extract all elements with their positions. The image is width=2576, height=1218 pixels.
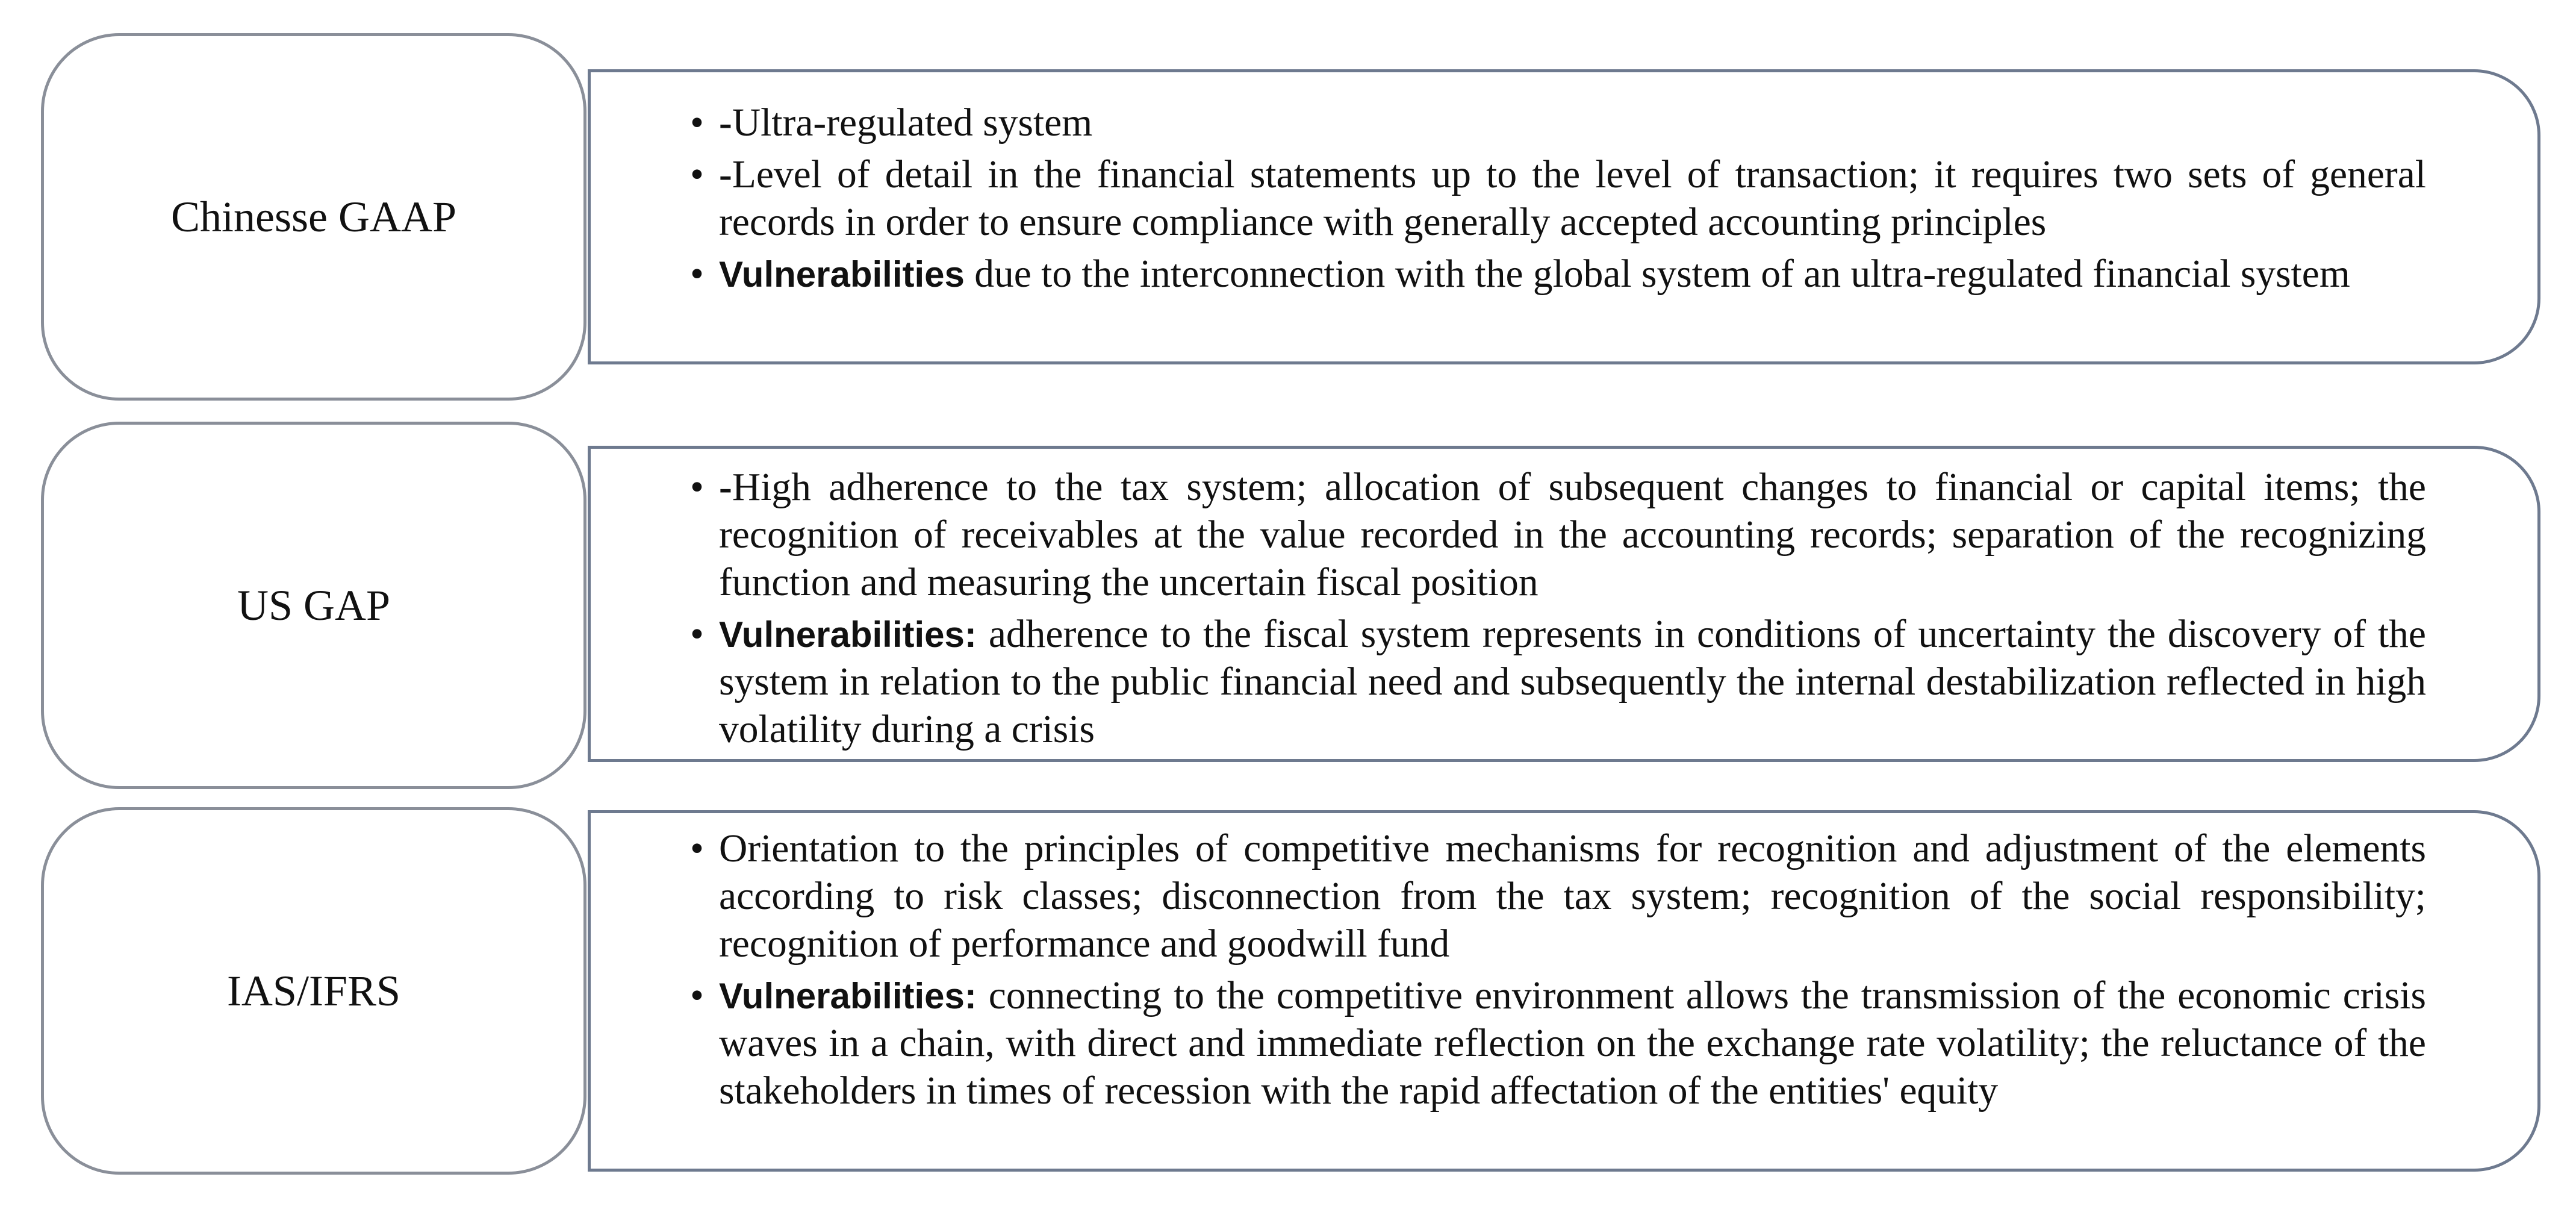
bullet-text: connecting to the competitive environment allows the transmission of the economic crisis waves in a chain, with direct and immediate reflection on the exchange rate volatility; the reluctance of the stakeholders in times of recession with the rapid affectation of the entities' equity <box>719 974 2426 1113</box>
bullet-lead: - <box>719 153 732 196</box>
bullet-lead: Vulnerabilities: <box>719 614 977 655</box>
bullet-item <box>690 611 2426 754</box>
bullet-lead: - <box>719 101 732 145</box>
bullet-list <box>690 99 2426 302</box>
bullet-text: due to the interconnection with the global system of an ultra-regulated financial system <box>964 252 2350 296</box>
bullet-item <box>690 251 2426 298</box>
bullet-list <box>690 464 2426 758</box>
bullet-lead: Vulnerabilities: <box>719 976 977 1016</box>
bullet-dot: • <box>690 101 704 145</box>
bullet-dot: • <box>690 613 704 656</box>
label-box-chinese-gaap <box>41 33 586 401</box>
bullet-dot: • <box>690 252 704 296</box>
detail-box-us-gap <box>588 446 2540 762</box>
bullet-dot: • <box>690 827 704 870</box>
bullet-text: Level of detail in the financial statements up to the level of transaction; it requires two sets of general records in order to ensure compliance with generally accepted accounting principles <box>719 153 2426 244</box>
bullet-dot: • <box>690 974 704 1017</box>
label-ias-ifrs: IAS/IFRS <box>226 967 401 1015</box>
bullet-text: Ultra-regulated system <box>732 101 1093 145</box>
bullet-text: High adherence to the tax system; allocation of subsequent changes to financial or capital items; the recognition of receivables at the value recorded in the accounting records; separation of the recognizing function and measuring the uncertain fiscal position <box>719 466 2426 604</box>
bullet-item <box>690 99 2426 147</box>
bullet-item <box>690 464 2426 607</box>
bullet-item <box>690 151 2426 246</box>
label-chinese-gaap: Chinesse GAAP <box>170 193 456 241</box>
bullet-list <box>690 825 2426 1119</box>
detail-box-ias-ifrs <box>588 810 2540 1172</box>
label-us-gap: US GAP <box>237 581 391 629</box>
bullet-text: Orientation to the principles of competitive mechanisms for recognition and adjustment of the elements according to risk classes; disconnection from the tax system; recognition of the social responsibility; recognition of performance and goodwill fund <box>719 827 2426 966</box>
bullet-text: adherence to the fiscal system represents in conditions of uncertainty the discovery of the system in relation to the public financial need and subsequently the internal destabilization reflected in high volatility during a crisis <box>719 613 2426 751</box>
label-box-ias-ifrs <box>41 807 586 1175</box>
bullet-dot: • <box>690 153 704 196</box>
bullet-lead: - <box>719 466 732 509</box>
bullet-dot: • <box>690 466 704 509</box>
bullet-item <box>690 972 2426 1115</box>
bullet-lead: Vulnerabilities <box>719 254 965 295</box>
label-box-us-gap <box>41 422 586 789</box>
bullet-item <box>690 825 2426 968</box>
detail-box-chinese-gaap <box>588 69 2540 364</box>
